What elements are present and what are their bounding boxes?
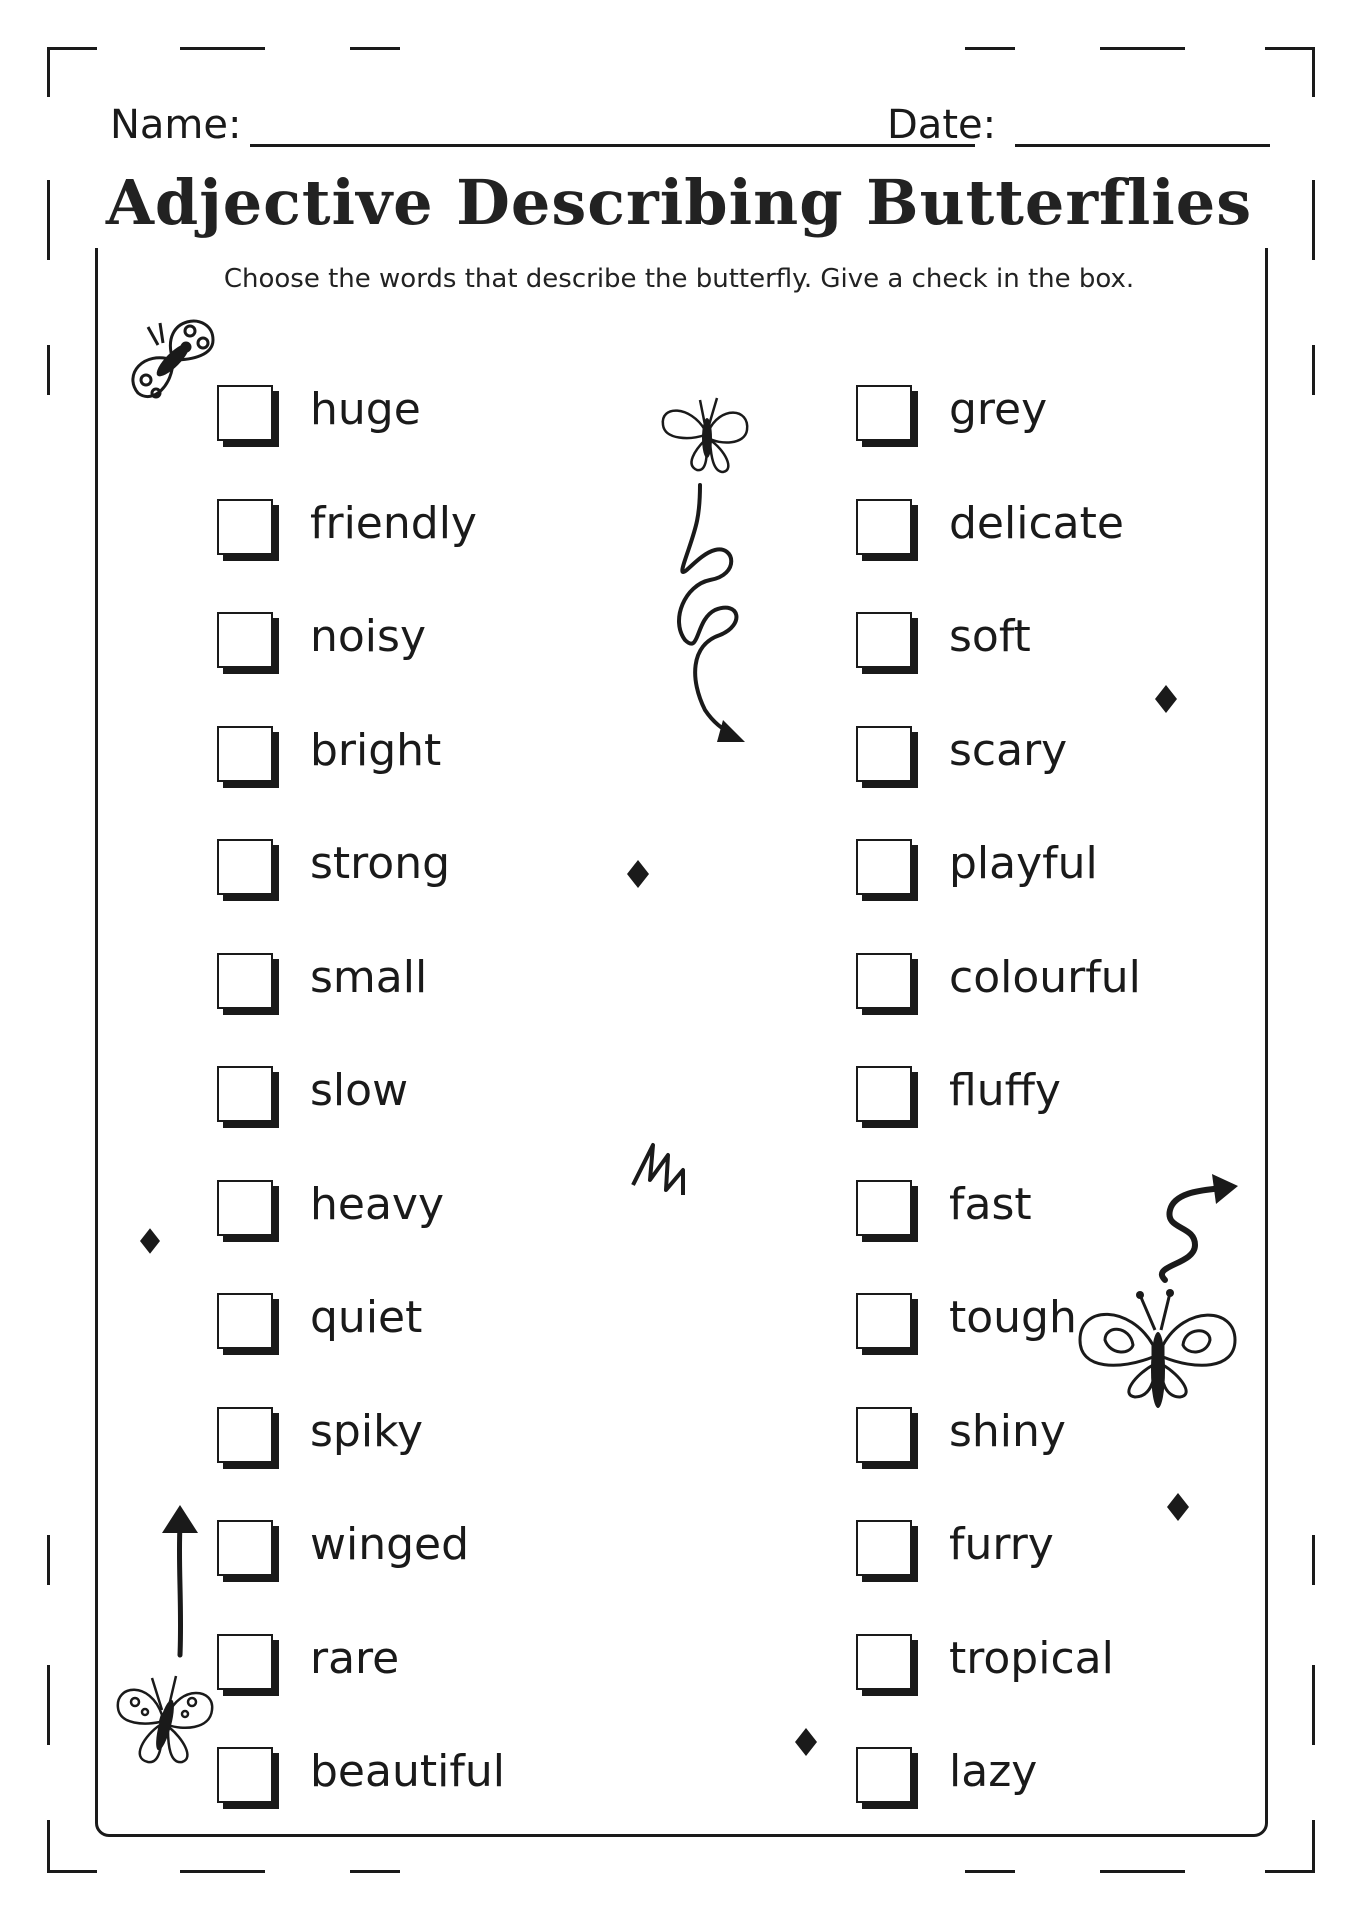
word-label: grey bbox=[949, 384, 1048, 435]
date-field[interactable] bbox=[1015, 144, 1270, 147]
checkbox[interactable] bbox=[856, 1634, 912, 1690]
checkbox[interactable] bbox=[856, 1407, 912, 1463]
up-arrow-icon bbox=[160, 1505, 200, 1660]
checkbox[interactable] bbox=[856, 385, 912, 441]
word-option bbox=[217, 1742, 637, 1856]
word-label: tough bbox=[949, 1292, 1077, 1343]
word-option bbox=[856, 1515, 1276, 1629]
checkbox[interactable] bbox=[217, 1293, 273, 1349]
word-label: huge bbox=[310, 384, 421, 435]
word-label: quiet bbox=[310, 1292, 423, 1343]
checkbox[interactable] bbox=[217, 839, 273, 895]
word-label: scary bbox=[949, 724, 1068, 776]
diamond-icon bbox=[1155, 685, 1177, 713]
word-option bbox=[217, 1061, 637, 1175]
checkbox[interactable] bbox=[856, 726, 912, 782]
word-label: playful bbox=[949, 838, 1098, 889]
word-label: delicate bbox=[949, 497, 1124, 549]
word-option bbox=[856, 834, 1276, 948]
word-label: furry bbox=[949, 1519, 1054, 1570]
word-label: beautiful bbox=[310, 1746, 505, 1797]
name-date-header bbox=[110, 100, 1270, 160]
word-label: shiny bbox=[949, 1405, 1066, 1457]
checkbox[interactable] bbox=[217, 1520, 273, 1576]
word-option bbox=[217, 380, 637, 494]
word-label: fast bbox=[949, 1178, 1032, 1230]
checkbox[interactable] bbox=[217, 726, 273, 782]
name-label: Name: bbox=[110, 102, 242, 148]
word-label: strong bbox=[310, 838, 451, 889]
checkbox[interactable] bbox=[856, 839, 912, 895]
checkbox[interactable] bbox=[217, 1747, 273, 1803]
word-label: bright bbox=[310, 724, 442, 776]
butterfly-icon bbox=[110, 1670, 220, 1770]
checkbox[interactable] bbox=[856, 1066, 912, 1122]
checkbox[interactable] bbox=[856, 1747, 912, 1803]
diamond-icon bbox=[795, 1728, 817, 1756]
checkbox[interactable] bbox=[217, 612, 273, 668]
checkbox[interactable] bbox=[856, 1293, 912, 1349]
word-option bbox=[856, 1742, 1276, 1856]
word-option bbox=[217, 948, 637, 1062]
word-label: noisy bbox=[310, 611, 426, 662]
date-label: Date: bbox=[887, 102, 997, 148]
word-label: fluffy bbox=[949, 1065, 1061, 1116]
word-option bbox=[217, 1288, 637, 1402]
word-option bbox=[856, 1629, 1276, 1743]
checkbox[interactable] bbox=[856, 953, 912, 1009]
worksheet-title: Adjective Describing Butterflies bbox=[84, 158, 1274, 248]
word-option bbox=[217, 721, 637, 835]
butterfly-icon bbox=[1075, 1285, 1240, 1420]
instructions: Choose the words that describe the butterfly. Give a check in the box. bbox=[223, 264, 1135, 294]
word-option bbox=[217, 1515, 637, 1629]
left-word-column bbox=[217, 380, 637, 1856]
word-label: winged bbox=[310, 1519, 470, 1570]
word-option bbox=[856, 494, 1276, 608]
right-word-column bbox=[856, 380, 1276, 1856]
word-option bbox=[217, 1629, 637, 1743]
word-option bbox=[217, 494, 637, 608]
checkbox[interactable] bbox=[217, 1180, 273, 1236]
checkbox[interactable] bbox=[856, 499, 912, 555]
name-field[interactable] bbox=[250, 144, 975, 147]
word-option bbox=[856, 380, 1276, 494]
word-label: lazy bbox=[949, 1746, 1038, 1797]
squiggle-arrow-icon bbox=[1150, 1170, 1240, 1285]
butterfly-icon bbox=[655, 390, 755, 480]
zigzag-icon bbox=[628, 1140, 688, 1200]
word-option bbox=[217, 1402, 637, 1516]
word-label: rare bbox=[310, 1632, 400, 1684]
word-option bbox=[856, 948, 1276, 1062]
word-label: heavy bbox=[310, 1178, 444, 1230]
checkbox[interactable] bbox=[217, 1407, 273, 1463]
checkbox[interactable] bbox=[217, 499, 273, 555]
checkbox[interactable] bbox=[217, 1634, 273, 1690]
word-label: spiky bbox=[310, 1405, 424, 1457]
curly-arrow-icon bbox=[655, 480, 765, 750]
word-option bbox=[217, 834, 637, 948]
word-option bbox=[856, 1061, 1276, 1175]
word-option bbox=[217, 1175, 637, 1289]
diamond-icon bbox=[627, 860, 649, 888]
checkbox[interactable] bbox=[217, 953, 273, 1009]
word-label: friendly bbox=[310, 497, 477, 549]
word-label: colourful bbox=[949, 951, 1141, 1003]
diamond-icon bbox=[140, 1228, 160, 1254]
diamond-icon bbox=[1167, 1493, 1189, 1521]
word-option bbox=[856, 721, 1276, 835]
checkbox[interactable] bbox=[856, 612, 912, 668]
word-option bbox=[217, 607, 637, 721]
butterfly-icon bbox=[118, 305, 228, 415]
word-label: soft bbox=[949, 611, 1031, 662]
word-label: tropical bbox=[949, 1632, 1114, 1684]
word-option bbox=[856, 607, 1276, 721]
checkbox[interactable] bbox=[856, 1520, 912, 1576]
checkbox[interactable] bbox=[217, 1066, 273, 1122]
word-label: slow bbox=[310, 1065, 409, 1116]
word-label: small bbox=[310, 951, 428, 1003]
checkbox[interactable] bbox=[856, 1180, 912, 1236]
